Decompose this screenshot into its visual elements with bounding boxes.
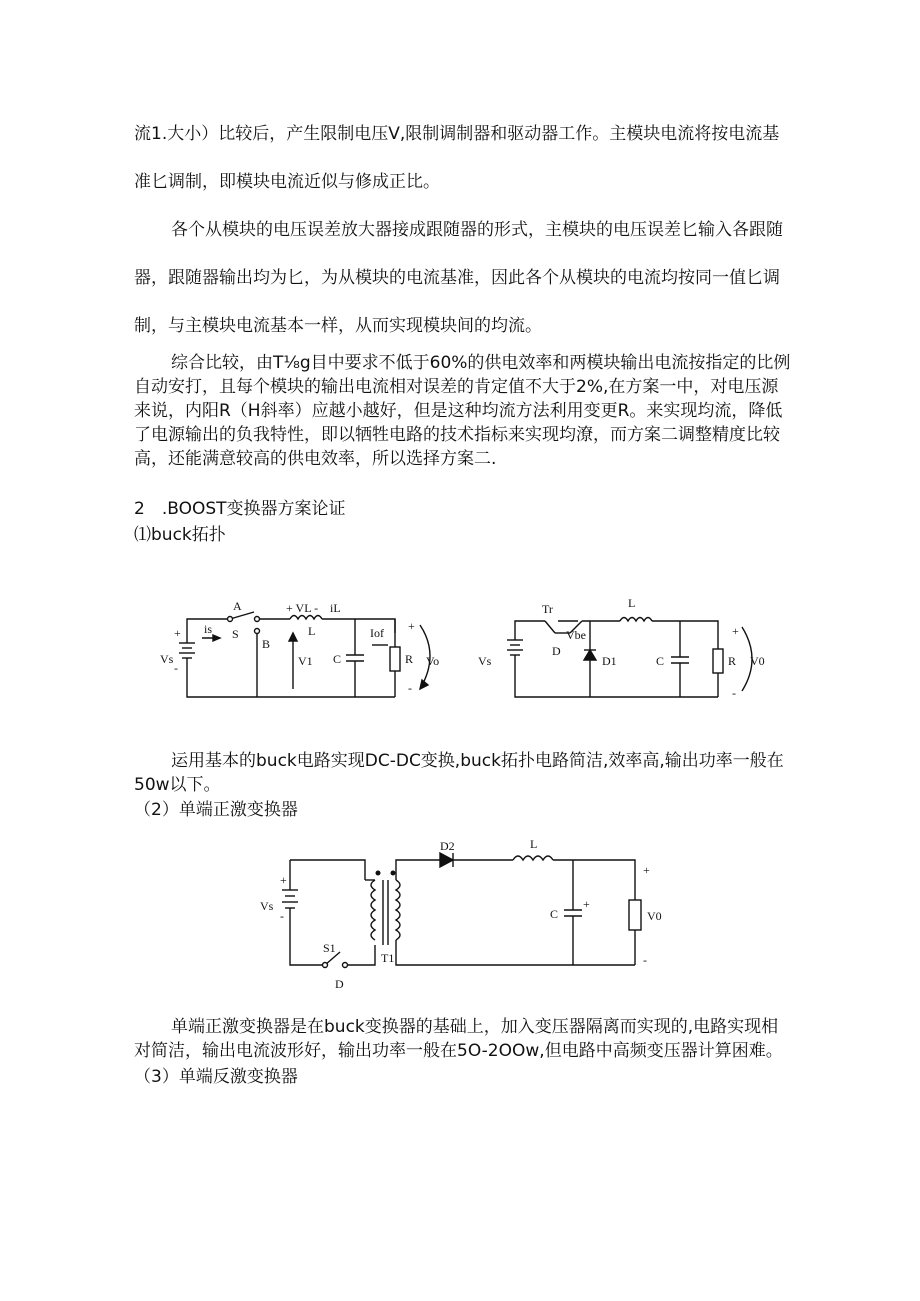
svg-text:D: D [552,644,561,658]
svg-text:+ VL -: + VL - [286,601,319,615]
paragraph-5-line-2: 对简洁，输出电流波形好，输出功率一般在5O-2OOw,但电路中高频变压器计算困难。 [134,1041,783,1061]
svg-text:V1: V1 [298,654,313,668]
svg-text:Vo: Vo [426,654,440,668]
paragraph-2-line-3: 制，与主模块电流基本一样，从而实现模块间的均流。 [134,316,542,336]
svg-text:Vs: Vs [260,899,274,913]
svg-text:L: L [530,840,538,851]
svg-text:Iof: Iof [370,626,384,640]
paragraph-3-line-4: 了电源输出的负我特性，即以牺牲电路的技术指标来实现均潦，而方案二调整精度比较 [134,425,780,445]
forward-converter-circuit-diagram [255,840,665,990]
svg-text:B: B [262,637,271,651]
svg-text:+: + [280,873,287,887]
paragraph-3-line-2: 自动安打，且每个模块的输出电流相对误差的肯定值不大于2%,在方案一中，对电压源 [134,377,779,397]
svg-text:Vs: Vs [478,654,492,668]
paragraph-2-line-2: 器，跟随器输出均为匕，为从模块的电流基准，因此各个从模块的电流均按同一值匕调 [134,268,780,288]
svg-text:-: - [732,686,736,700]
svg-text:+: + [408,619,415,633]
svg-text:R: R [728,654,737,668]
paragraph-4-line-2: 50w以下。 [134,775,221,795]
svg-text:C: C [550,907,559,921]
subheading-flyback-converter: （3）单端反激变换器 [134,1067,298,1087]
svg-text:V0: V0 [750,654,765,668]
svg-text:T1: T1 [381,951,395,965]
svg-text:iL: iL [330,601,341,615]
subheading-buck: ⑴buck拓扑 [134,525,226,545]
svg-text:D: D [335,977,344,990]
svg-text:-: - [280,909,284,923]
svg-text:L: L [628,596,636,610]
svg-text:D2: D2 [440,840,455,853]
paragraph-4-line-1: 运用基本的buck电路实现DC-DC变换,buck拓扑电路简洁,效率高,输出功率一般在 [171,751,784,771]
paragraph-2-line-1: 各个从模块的电压误差放大器接成跟随器的形式，主模块的电压误差匕输入各跟随 [171,220,783,240]
paragraph-5-line-1: 单端正激变换器是在buck变换器的基础上，加入变压器隔离而实现的,电路实现相 [171,1017,779,1037]
svg-text:D1: D1 [602,654,617,668]
svg-text:+: + [732,624,739,638]
svg-text:-: - [643,953,647,967]
buck-circuit-diagram [150,585,450,710]
svg-text:-: - [174,661,178,675]
paragraph-1-line-2: 准匕调制，即模块电流近似与修成正比。 [134,172,440,192]
svg-text:-: - [408,681,412,695]
svg-text:Vbe: Vbe [566,628,586,642]
paragraph-3-line-1: 综合比较，由T⅛g目中要求不低于60%的供电效率和两模块输出电流按指定的比例 [171,353,791,373]
svg-text:Vs: Vs [160,652,174,666]
section-heading-boost: 2 .BOOST变换器方案论证 [134,499,346,519]
svg-text:C: C [333,652,342,666]
svg-text:S1: S1 [323,941,336,955]
svg-text:S: S [232,627,239,641]
svg-text:+: + [643,863,650,877]
svg-text:C: C [656,654,665,668]
svg-text:+: + [583,897,590,911]
svg-text:V0: V0 [647,909,662,923]
svg-text:R: R [405,652,414,666]
svg-text:L: L [308,624,316,638]
svg-text:A: A [233,599,242,613]
svg-text:+: + [174,626,181,640]
svg-text:Tr: Tr [542,602,553,616]
paragraph-3-line-5: 高，还能满意较高的供电效率，所以选择方案二. [134,449,497,469]
paragraph-1-line-1: 流1.大小）比较后，产生限制电压V,限制调制器和驱动器工作。主模块电流将按电流基 [134,124,780,144]
subheading-forward-converter: （2）单端正激变换器 [134,800,298,820]
paragraph-3-line-3: 来说，内阳R（H斜率）应越小越好，但是这种均流方法利用变更R。来实现均流，降低 [134,401,783,421]
svg-text:is: is [204,622,213,636]
buck-transistor-circuit-diagram [470,585,770,710]
